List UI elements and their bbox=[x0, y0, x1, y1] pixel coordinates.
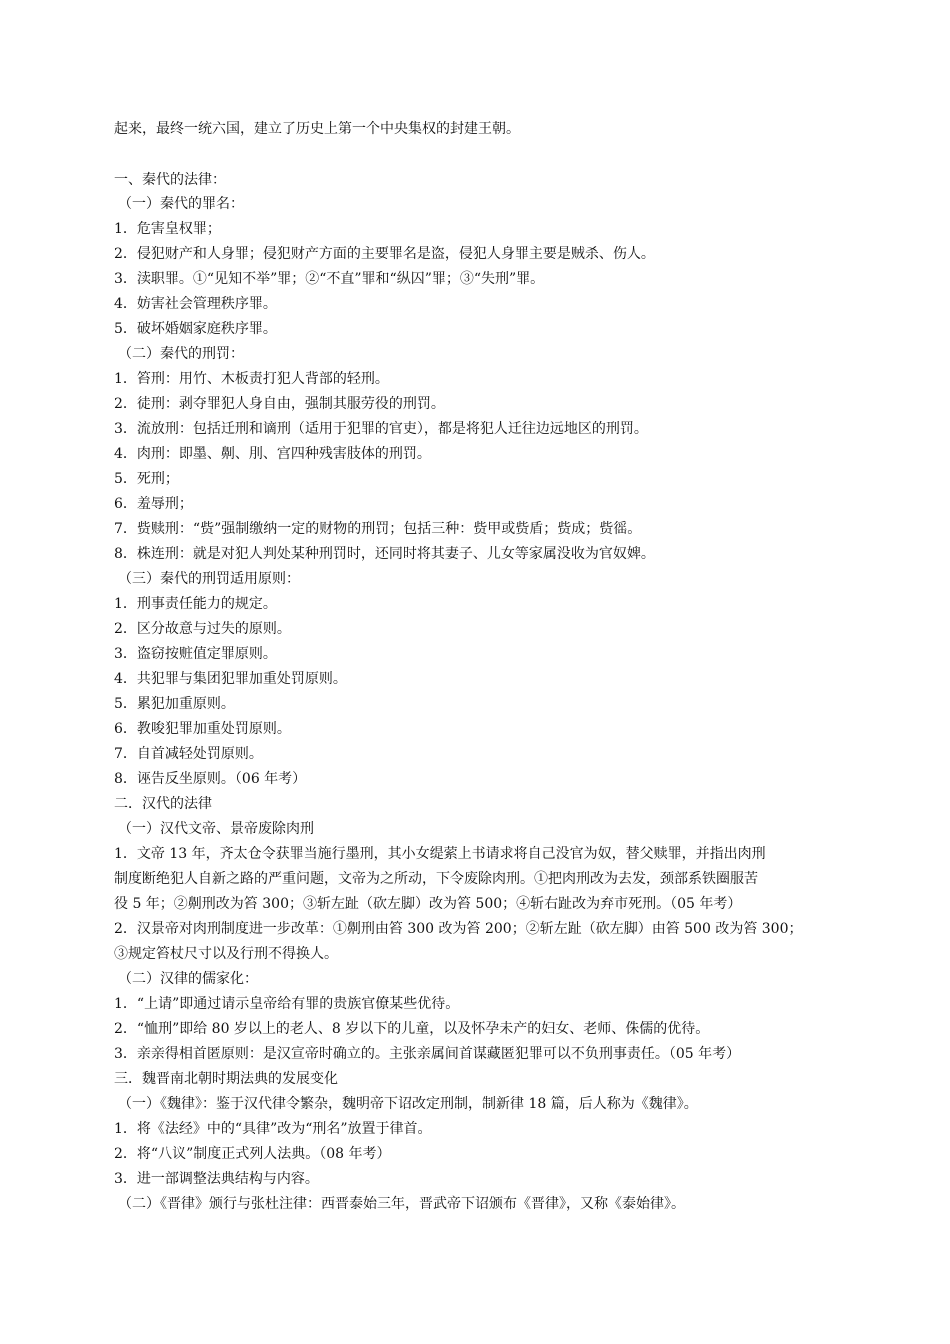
subsection-heading: （三）秦代的刑罚适用原则： bbox=[118, 571, 300, 587]
list-item: 8．株连刑：就是对犯人判处某种刑罚时，还同时将其妻子、儿女等家属没收为官奴婢。 bbox=[114, 546, 655, 562]
section-heading: 三．魏晋南北朝时期法典的发展变化 bbox=[114, 1071, 338, 1087]
list-item: 1．文帝 13 年，齐太仓令获罪当施行墨刑，其小女缇萦上书请求将自己没官为奴，替父赎罪，并指出肉刑 bbox=[114, 846, 766, 862]
list-item: 4．共犯罪与集团犯罪加重处罚原则。 bbox=[114, 671, 347, 687]
list-item: 2．侵犯财产和人身罪；侵犯财产方面的主要罪名是盗，侵犯人身罪主要是贼杀、伤人。 bbox=[114, 246, 655, 262]
list-item: 3．亲亲得相首匿原则：是汉宣帝时确立的。主张亲属间首谋藏匿犯罪可以不负刑事责任。（05 年考） bbox=[114, 1046, 741, 1062]
section-heading: 二．汉代的法律 bbox=[114, 796, 212, 812]
section-heading: 一、秦代的法律： bbox=[114, 172, 226, 188]
list-item: 5．累犯加重原则。 bbox=[114, 696, 235, 712]
text-line: 制度断绝犯人自新之路的严重问题，文帝为之所动，下令废除肉刑。①把肉刑改为去发，颈部系铁圈服苦 bbox=[114, 871, 758, 887]
subsection-heading: （一）《魏律》：鉴于汉代律令繁杂，魏明帝下诏改定刑制，制新律 18 篇，后人称为《魏律》。 bbox=[118, 1096, 698, 1112]
list-item: 3．盗窃按赃值定罪原则。 bbox=[114, 646, 277, 662]
subsection-heading: （二）汉律的儒家化： bbox=[118, 971, 258, 987]
list-item: 2．将“八议”制度正式列人法典。（08 年考） bbox=[114, 1146, 391, 1162]
list-item: 5．死刑； bbox=[114, 471, 179, 487]
list-item: 1．“上请”即通过请示皇帝给有罪的贵族官僚某些优待。 bbox=[114, 996, 460, 1012]
list-item: 1．笞刑：用竹、木板责打犯人背部的轻刑。 bbox=[114, 371, 389, 387]
subsection-heading: （二）《晋律》颁行与张杜注律：西晋泰始三年，晋武帝下诏颁布《晋律》，又称《泰始律》。 bbox=[118, 1196, 685, 1212]
subsection-heading: （一）秦代的罪名： bbox=[118, 196, 244, 212]
list-item: 1．危害皇权罪； bbox=[114, 221, 221, 237]
subsection-heading: （一）汉代文帝、景帝废除肉刑 bbox=[118, 821, 314, 837]
list-item: 4．肉刑：即墨、劓、刖、宫四种残害肢体的刑罚。 bbox=[114, 446, 431, 462]
list-item: 5．破坏婚姻家庭秩序罪。 bbox=[114, 321, 277, 337]
list-item: 6．教唆犯罪加重处罚原则。 bbox=[114, 721, 291, 737]
text-line: 起来，最终一统六国，建立了历史上第一个中央集权的封建王朝。 bbox=[114, 121, 520, 137]
list-item: 2．区分故意与过失的原则。 bbox=[114, 621, 291, 637]
list-item: 1．将《法经》中的“具律”改为“刑名”放置于律首。 bbox=[114, 1121, 432, 1137]
text-line: 役 5 年；②劓刑改为笞 300；③斩左趾（砍左脚）改为笞 500；④斩右趾改为弃市死刑。（05 年考） bbox=[114, 896, 742, 912]
list-item: 8．诬告反坐原则。（06 年考） bbox=[114, 771, 307, 787]
list-item: 7．赀赎刑：“赀”强制缴纳一定的财物的刑罚；包括三种：赀甲或赀盾；赀成；赀徭。 bbox=[114, 521, 642, 537]
subsection-heading: （二）秦代的刑罚： bbox=[118, 346, 244, 362]
list-item: 2．“恤刑”即给 80 岁以上的老人、8 岁以下的儿童，以及怀孕未产的妇女、老师、侏儒的优待。 bbox=[114, 1021, 710, 1037]
list-item: 3．渎职罪。①“见知不举”罪；②“不直”罪和“纵囚”罪；③“失刑”罪。 bbox=[114, 271, 545, 287]
list-item: 2．徒刑：剥夺罪犯人身自由，强制其服劳役的刑罚。 bbox=[114, 396, 445, 412]
list-item: 1．刑事责任能力的规定。 bbox=[114, 596, 277, 612]
list-item: 7．自首减轻处罚原则。 bbox=[114, 746, 263, 762]
list-item: 6．羞辱刑； bbox=[114, 496, 193, 512]
text-line: ③规定笞杖尺寸以及行刑不得换人。 bbox=[114, 946, 338, 962]
list-item: 3．流放刑：包括迁刑和谪刑（适用于犯罪的官吏），都是将犯人迁往边远地区的刑罚。 bbox=[114, 421, 648, 437]
list-item: 3．进一部调整法典结构与内容。 bbox=[114, 1171, 319, 1187]
list-item: 2．汉景帝对肉刑制度进一步改革：①劓刑由笞 300 改为笞 200；②斩左趾（砍左脚）由笞 500 改为笞 300； bbox=[114, 921, 803, 937]
list-item: 4．妨害社会管理秩序罪。 bbox=[114, 296, 277, 312]
